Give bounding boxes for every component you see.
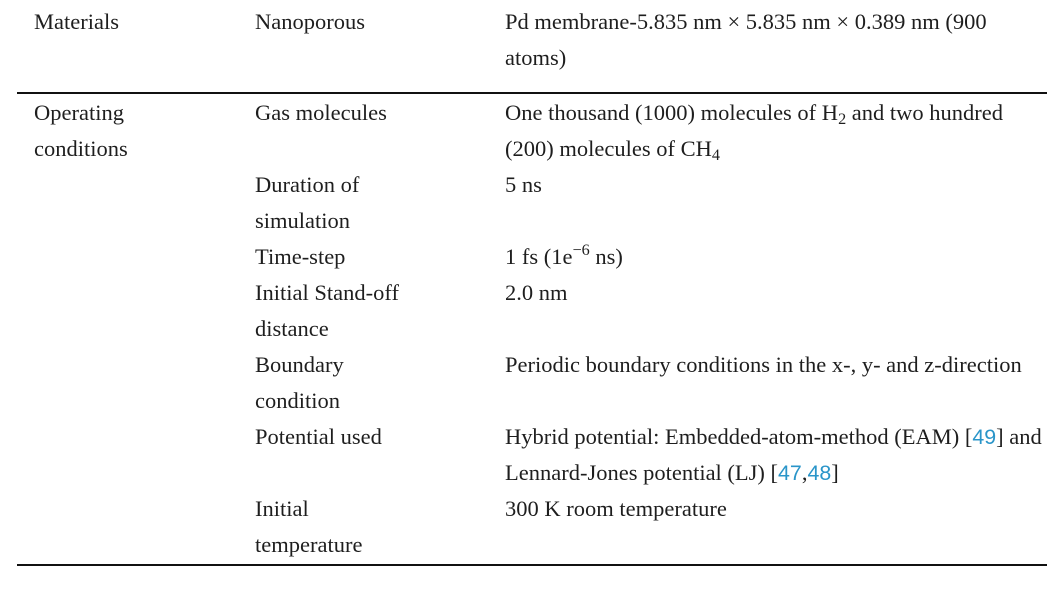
parameter-cell: Gas molecules xyxy=(255,100,387,125)
parameter-cell: Potential used xyxy=(255,424,382,449)
value-text: Hybrid potential: Embedded-atom-method (EAM) [ xyxy=(505,424,973,449)
parameter-cell: Initial Stand-off distance xyxy=(255,280,399,341)
subscript: 2 xyxy=(838,110,847,129)
table-row-gas-molecules xyxy=(0,94,1064,167)
value-text: , xyxy=(801,460,808,485)
value-text: ] and Lennard-Jones potential (LJ) [ xyxy=(505,424,1042,485)
parameter-cell: Time-step xyxy=(255,244,346,269)
value-text: 1 fs (1e xyxy=(505,244,573,269)
value-text: ] xyxy=(831,460,839,485)
value-cell: Periodic boundary conditions in the x-, y- and z-direction xyxy=(505,352,1022,377)
table-row-duration xyxy=(0,167,1064,239)
parameter-cell: Boundary condition xyxy=(255,352,344,413)
table-row-potential xyxy=(0,419,1064,491)
table-row-standoff xyxy=(0,275,1064,347)
table-row-materials xyxy=(0,0,1064,92)
table-row-time-step xyxy=(0,239,1064,275)
category-cell: Materials xyxy=(34,9,119,34)
value-cell xyxy=(505,419,1045,491)
parameter-cell: Duration of simulation xyxy=(255,172,360,233)
value-text: One thousand (1000) molecules of H xyxy=(505,100,839,125)
reference-link-47[interactable]: 47 xyxy=(778,461,802,485)
value-text: ns) xyxy=(589,244,623,269)
table-row-boundary xyxy=(0,347,1064,419)
parameter-cell: Initial temperature xyxy=(255,496,363,557)
value-cell xyxy=(505,95,1045,167)
table-row-temperature xyxy=(0,491,1064,564)
value-cell xyxy=(505,239,1045,275)
subscript: 4 xyxy=(711,146,720,165)
superscript: −6 xyxy=(572,241,590,260)
value-cell: 5 ns xyxy=(505,172,542,197)
bottom-rule xyxy=(17,564,1047,566)
value-cell: 300 K room temperature xyxy=(505,496,727,521)
value-cell: Pd membrane-5.835 nm × 5.835 nm × 0.389 nm (900 atoms) xyxy=(505,9,987,70)
reference-link-48[interactable]: 48 xyxy=(807,461,832,485)
category-cell: Operating conditions xyxy=(34,100,128,161)
reference-link-49[interactable]: 49 xyxy=(972,425,997,449)
parameter-cell: Nanoporous xyxy=(255,9,365,34)
value-text: and two hundred (200) molecules of CH xyxy=(505,100,1003,161)
value-cell: 2.0 nm xyxy=(505,280,568,305)
